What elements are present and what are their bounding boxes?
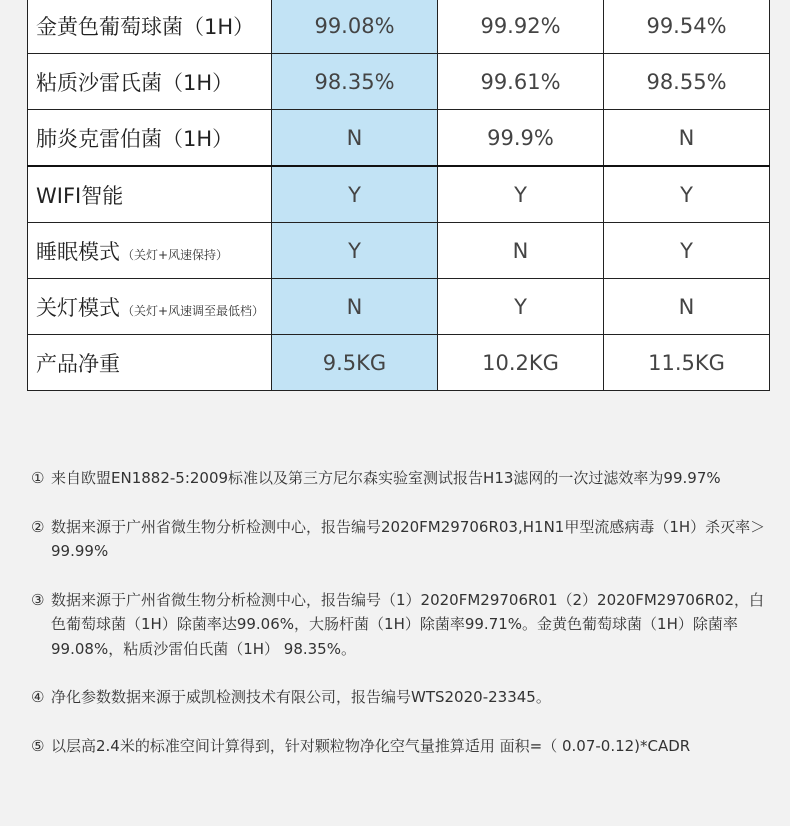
row-label-text: 粘质沙雷氏菌（1H） (36, 70, 234, 95)
row-label-text: 关灯模式 (36, 295, 120, 320)
footnote-number: ③ (31, 590, 45, 609)
table-cell-highlighted: N (272, 279, 438, 335)
table-cell-highlighted: Y (272, 223, 438, 279)
table-cell-highlighted: 9.5KG (272, 335, 438, 391)
table-row (28, 223, 770, 279)
row-label (28, 279, 272, 335)
footnote-text: 数据来源于广州省微生物分析检测中心，报告编号2020FM29706R03,H1N1甲型流感病毒（1H）杀灭率＞99.99% (51, 517, 766, 560)
table-cell-highlighted: 98.35% (272, 54, 438, 110)
row-label (28, 0, 272, 54)
table-cell: 99.92% (438, 0, 604, 54)
table-cell: 99.61% (438, 54, 604, 110)
row-label-text: 睡眠模式 (36, 239, 120, 264)
row-label (28, 335, 272, 391)
table-cell: 10.2KG (438, 335, 604, 391)
row-label (28, 110, 272, 167)
table-cell: 11.5KG (604, 335, 770, 391)
table-cell: N (604, 279, 770, 335)
table-cell: Y (604, 166, 770, 223)
footnotes (31, 466, 766, 782)
table-cell-highlighted: Y (272, 166, 438, 223)
footnote-number: ⑤ (31, 736, 45, 755)
footnote-text: 净化参数数据来源于威凯检测技术有限公司，报告编号WTS2020-23345。 (51, 688, 551, 706)
table-row (28, 54, 770, 110)
row-label (28, 54, 272, 110)
table-cell: 98.55% (604, 54, 770, 110)
footnote-item (31, 515, 766, 564)
row-label (28, 166, 272, 223)
table-row (28, 166, 770, 223)
footnote-text: 数据来源于广州省微生物分析检测中心，报告编号（1）2020FM29706R01（2）2020FM29706R02，白色葡萄球菌（1H）除菌率达99.06%，大肠杆菌（1H）除菌率99.71%。金黄色葡萄球菌（1H）除菌率99.08%，粘质沙雷伯氏菌（1H） 98.35%。 (51, 590, 765, 658)
footnote-item (31, 466, 766, 491)
footnote-text: 以层高2.4米的标准空间计算得到，针对颗粒物净化空气量推算适用 面积=（ 0.07-0.12)*CADR (51, 736, 691, 755)
footnote-item (31, 588, 766, 662)
footnote-number: ② (31, 517, 45, 536)
table-cell-highlighted: N (272, 110, 438, 167)
table-cell: Y (438, 279, 604, 335)
row-label-text: 金黄色葡萄球菌（1H） (36, 14, 255, 39)
table-cell: N (438, 223, 604, 279)
row-label-text: WIFI智能 (36, 183, 124, 208)
row-label-note: （关灯+风速保持） (122, 247, 229, 262)
table-cell: 99.9% (438, 110, 604, 167)
row-label-text: 产品净重 (36, 351, 120, 376)
table-row (28, 335, 770, 391)
spec-table (27, 0, 770, 391)
footnote-number: ① (31, 469, 45, 487)
row-label-text: 肺炎克雷伯菌（1H） (36, 126, 234, 151)
footnote-number: ④ (31, 688, 45, 706)
table-row (28, 0, 770, 54)
footnote-text: 来自欧盟EN1882-5:2009标准以及第三方尼尔森实验室测试报告H13滤网的一次过滤效率为99.97% (51, 469, 721, 487)
footnote-item (31, 685, 766, 710)
table-row (28, 110, 770, 167)
spec-table-container (27, 0, 761, 391)
table-cell: 99.54% (604, 0, 770, 54)
table-cell-highlighted: 99.08% (272, 0, 438, 54)
row-label-note: （关灯+风速调至最低档） (122, 303, 265, 318)
table-cell: Y (604, 223, 770, 279)
table-cell: Y (438, 166, 604, 223)
table-cell: N (604, 110, 770, 167)
table-row (28, 279, 770, 335)
row-label (28, 223, 272, 279)
footnote-item (31, 734, 766, 759)
